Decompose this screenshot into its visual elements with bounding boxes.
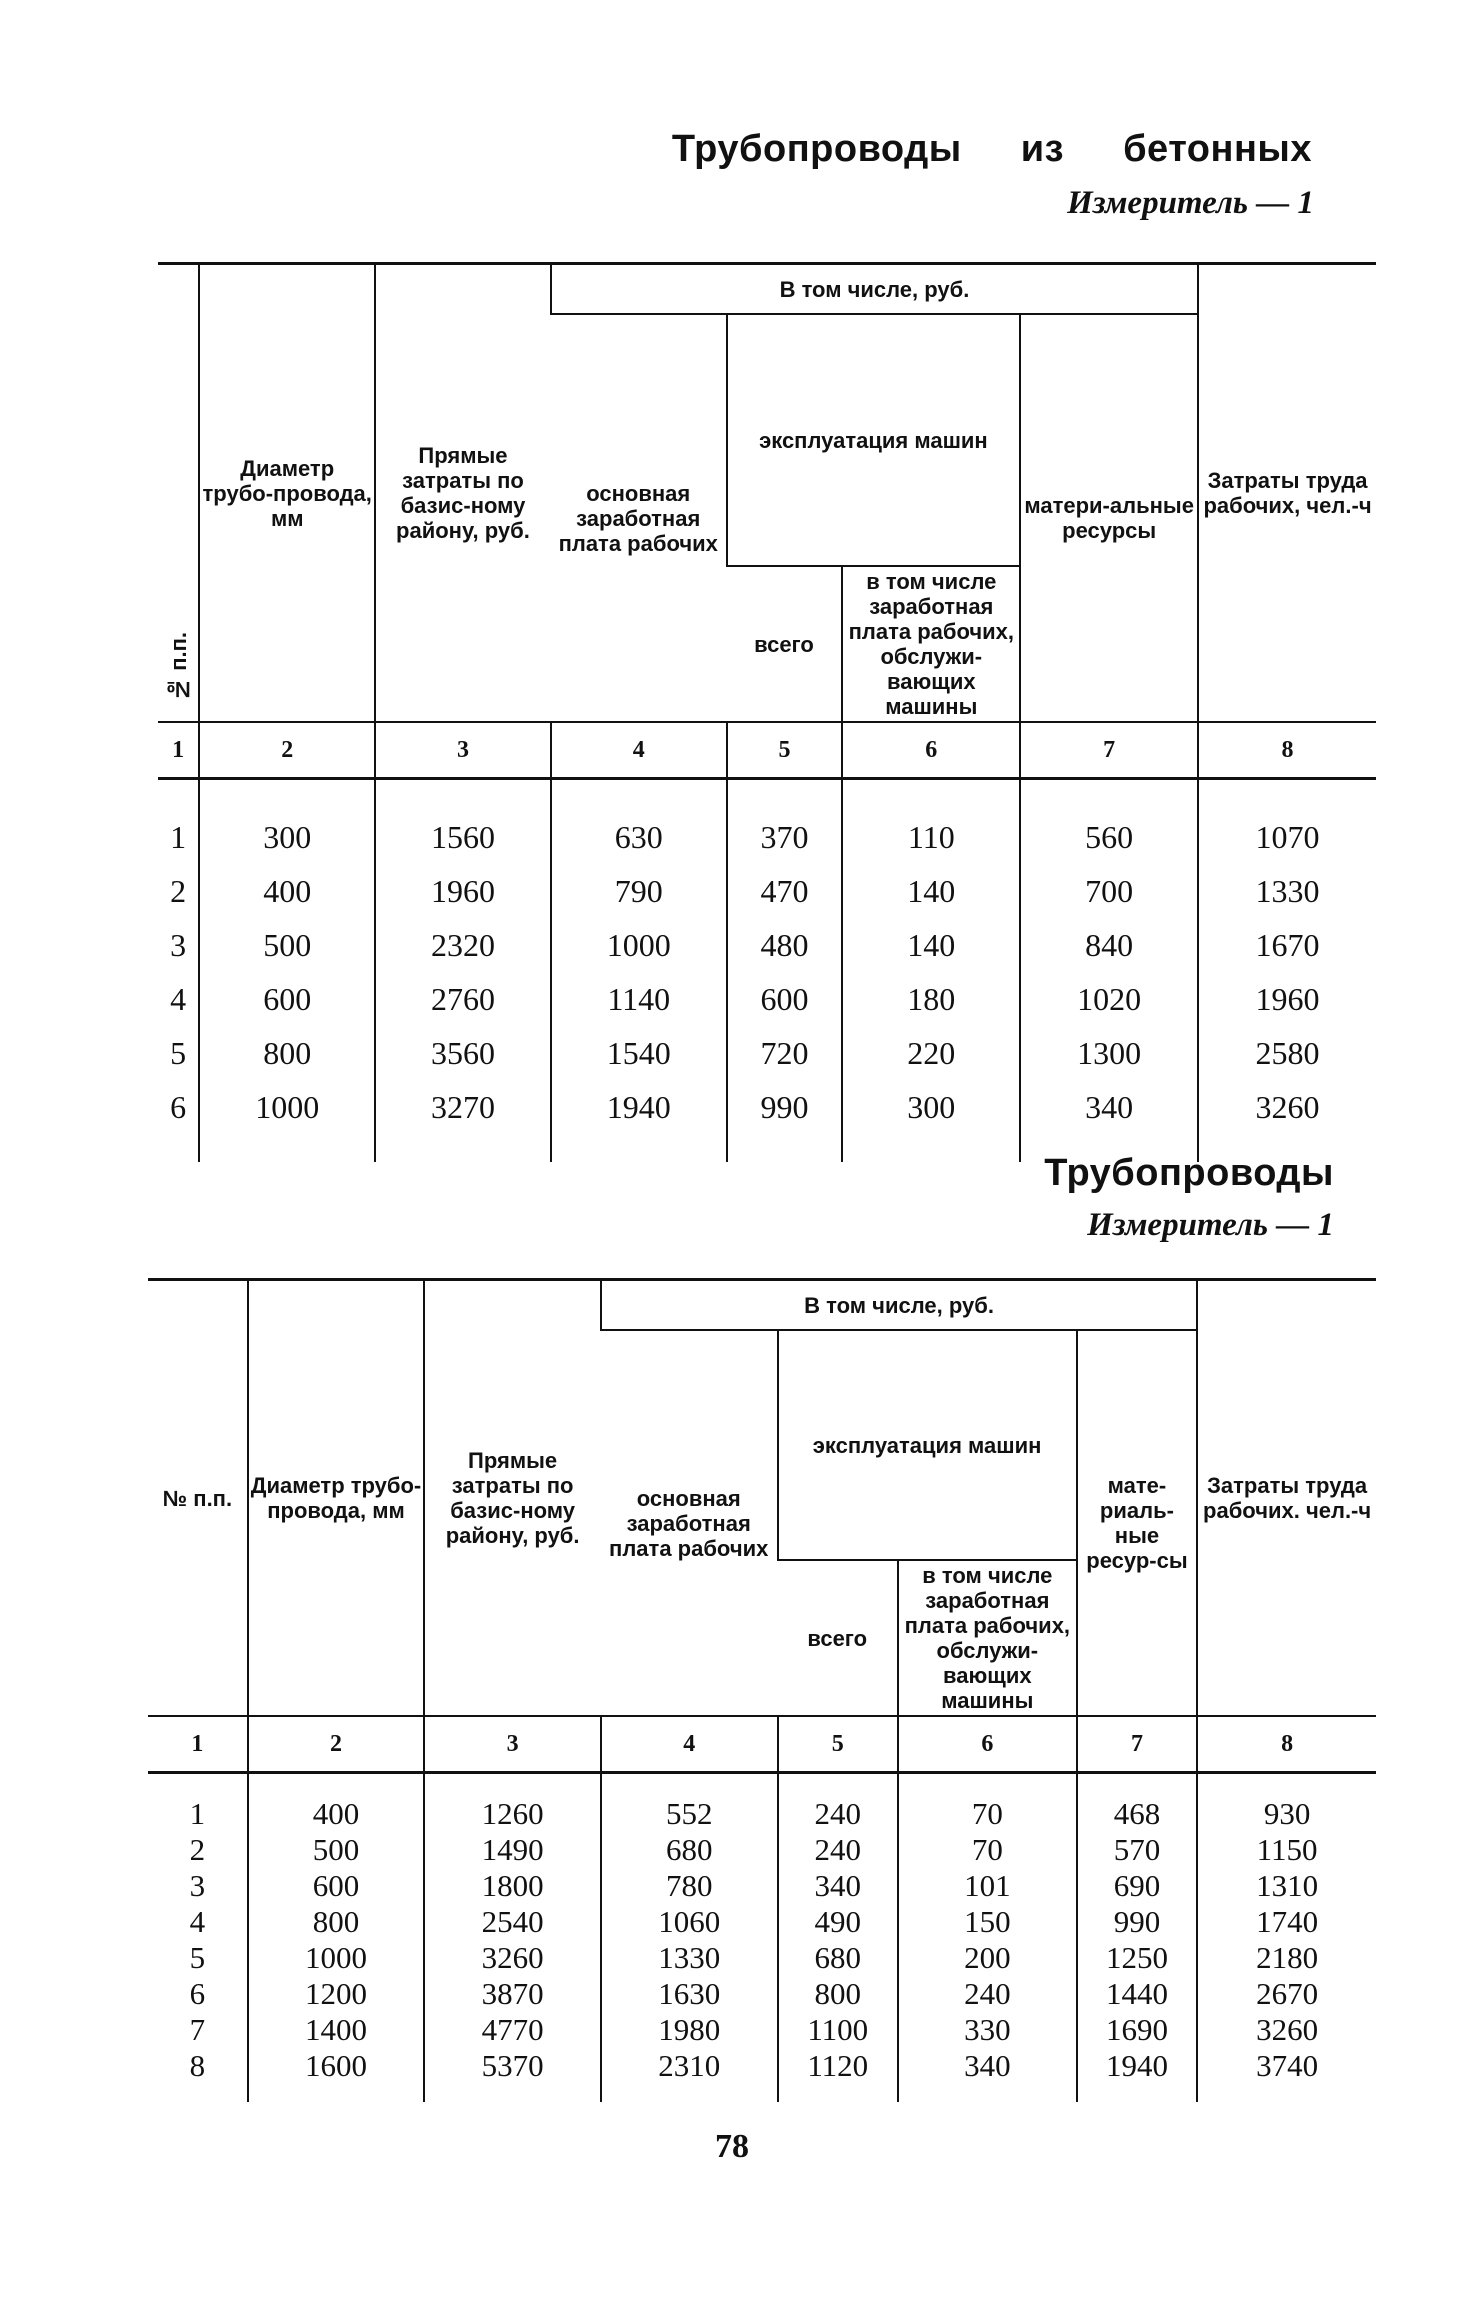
col-number: 8 [1198, 722, 1376, 779]
cell: 1310 [1197, 1868, 1376, 1904]
cell: 1670 [1198, 918, 1376, 972]
cell: 780 [601, 1868, 778, 1904]
cell: 110 [842, 779, 1020, 865]
cell: 700 [1020, 864, 1198, 918]
cell: 3870 [424, 1976, 601, 2012]
col-number: 2 [199, 722, 375, 779]
cell: 6 [170, 1088, 187, 1125]
cell: 570 [1077, 1832, 1198, 1868]
cell: 240 [898, 1976, 1077, 2012]
table-row [158, 972, 1376, 1026]
cell: 930 [1197, 1773, 1376, 1833]
cell: 3 [189, 1868, 206, 1903]
header-diameter: Диаметр трубо-провода, мм [199, 264, 375, 723]
cell: 600 [727, 972, 843, 1026]
cell: 500 [248, 1832, 425, 1868]
cell: 340 [1020, 1080, 1198, 1162]
cell: 200 [898, 1940, 1077, 1976]
cell: 2320 [375, 918, 551, 972]
cell: 1630 [601, 1976, 778, 2012]
table-row [158, 1080, 1376, 1162]
header-wages: основная заработная плата рабочих [558, 480, 718, 556]
header-number: № п.п. [165, 632, 191, 702]
cell: 1000 [199, 1080, 375, 1162]
cell: 560 [1020, 779, 1198, 865]
table-row [158, 864, 1376, 918]
cell: 690 [1077, 1868, 1198, 1904]
cell: 340 [898, 2048, 1077, 2102]
cell: 1060 [601, 1904, 778, 1940]
cell: 3740 [1197, 2048, 1376, 2102]
cell: 5 [189, 1940, 206, 1975]
cell: 300 [199, 779, 375, 865]
cell: 1740 [1197, 1904, 1376, 1940]
header-direct-costs: Прямые затраты по базис-ному району, руб. [424, 1280, 601, 1717]
cell: 240 [778, 1832, 899, 1868]
cell: 1200 [248, 1976, 425, 2012]
cell: 1600 [248, 2048, 425, 2102]
header-diameter: Диаметр трубо-провода, мм [248, 1280, 425, 1717]
col-number: 1 [158, 722, 199, 779]
cell: 370 [727, 779, 843, 865]
cell: 1980 [601, 2012, 778, 2048]
cell: 400 [248, 1773, 425, 1833]
cell: 101 [898, 1868, 1077, 1904]
header-materials: мате-риаль-ные ресур-сы [1077, 1330, 1198, 1716]
cell: 3560 [375, 1026, 551, 1080]
cell: 500 [199, 918, 375, 972]
cell: 800 [778, 1976, 899, 2012]
header-machine-wages: в том числе заработная плата рабочих, обслужи-вающих машины [898, 1560, 1077, 1716]
cell: 1100 [778, 2012, 899, 2048]
section2-title: Трубопроводы [1044, 1152, 1334, 1194]
col-number: 7 [1020, 722, 1198, 779]
cell: 3270 [375, 1080, 551, 1162]
cell: 5370 [424, 2048, 601, 2102]
cell: 400 [199, 864, 375, 918]
col-number: 1 [148, 1716, 248, 1773]
cell: 70 [898, 1773, 1077, 1833]
header-labor: Затраты труда рабочих. чел.-ч [1197, 1280, 1376, 1717]
cell: 990 [1077, 1904, 1198, 1940]
cell: 990 [727, 1080, 843, 1162]
cell: 340 [778, 1868, 899, 1904]
cell: 2180 [1197, 1940, 1376, 1976]
header-machines: эксплуатация машин [727, 314, 1021, 566]
cell: 800 [248, 1904, 425, 1940]
cell: 140 [842, 918, 1020, 972]
header-machines: эксплуатация машин [778, 1330, 1077, 1560]
cell: 240 [778, 1773, 899, 1833]
cell: 1540 [551, 1026, 727, 1080]
table-row [148, 1904, 1376, 1940]
cell: 600 [199, 972, 375, 1026]
cell: 220 [842, 1026, 1020, 1080]
header-wages: основная заработная плата рабочих [609, 1485, 769, 1561]
cell: 630 [551, 779, 727, 865]
cell: 840 [1020, 918, 1198, 972]
cost-table-2 [148, 1278, 1376, 2102]
table-row [148, 1976, 1376, 2012]
table-row [158, 1026, 1376, 1080]
cell: 1330 [1198, 864, 1376, 918]
cell: 2670 [1197, 1976, 1376, 2012]
cell: 2580 [1198, 1026, 1376, 1080]
page-number: 78 [715, 2128, 749, 2165]
header-direct-costs: Прямые затраты по базис-ному району, руб. [375, 264, 551, 723]
cell: 4770 [424, 2012, 601, 2048]
cell: 1260 [424, 1773, 601, 1833]
cell: 1940 [551, 1080, 727, 1162]
header-materials: матери-альные ресурсы [1020, 314, 1198, 722]
cell: 8 [189, 2048, 206, 2083]
cell: 1490 [424, 1832, 601, 1868]
cell: 150 [898, 1904, 1077, 1940]
cell: 3260 [424, 1940, 601, 1976]
cell: 140 [842, 864, 1020, 918]
table-row [158, 779, 1376, 865]
cell: 1800 [424, 1868, 601, 1904]
cell: 5 [170, 1034, 187, 1071]
header-including: В том числе, руб. [551, 264, 1198, 315]
table-row [148, 1832, 1376, 1868]
cell: 180 [842, 972, 1020, 1026]
cost-table-1 [158, 262, 1376, 1162]
cell: 720 [727, 1026, 843, 1080]
cell: 1 [170, 818, 187, 855]
table-row [148, 1773, 1376, 1833]
cell: 1330 [601, 1940, 778, 1976]
col-number: 3 [424, 1716, 601, 1773]
cell: 330 [898, 2012, 1077, 2048]
cell: 680 [601, 1832, 778, 1868]
cell: 3260 [1198, 1080, 1376, 1162]
header-number: № п.п. [162, 1485, 233, 1511]
cell: 480 [727, 918, 843, 972]
cell: 4 [170, 980, 187, 1017]
cell: 1400 [248, 2012, 425, 2048]
cell: 1140 [551, 972, 727, 1026]
col-number: 6 [842, 722, 1020, 779]
header-machines-total: всего [754, 631, 814, 657]
cell: 2 [170, 872, 187, 909]
cell: 2540 [424, 1904, 601, 1940]
col-number: 6 [898, 1716, 1077, 1773]
col-number: 5 [727, 722, 843, 779]
cell: 4 [189, 1904, 206, 1939]
cell: 1000 [551, 918, 727, 972]
col-number: 7 [1077, 1716, 1198, 1773]
col-number: 4 [551, 722, 727, 779]
col-number: 3 [375, 722, 551, 779]
cell: 1 [189, 1796, 206, 1831]
section1-title: Трубопроводы из бетонных [671, 128, 1312, 170]
header-labor: Затраты труда рабочих, чел.-ч [1198, 264, 1376, 723]
cell: 1940 [1077, 2048, 1198, 2102]
table-row [148, 1868, 1376, 1904]
cell: 1020 [1020, 972, 1198, 1026]
cell: 3260 [1197, 2012, 1376, 2048]
header-machine-wages: в том числе заработная плата рабочих, обслужи-вающих машины [842, 566, 1020, 722]
cell: 1960 [1198, 972, 1376, 1026]
cell: 6 [189, 1976, 206, 2011]
cell: 1150 [1197, 1832, 1376, 1868]
cell: 1960 [375, 864, 551, 918]
col-number: 4 [601, 1716, 778, 1773]
col-number: 8 [1197, 1716, 1376, 1773]
cell: 1070 [1198, 779, 1376, 865]
header-including: В том числе, руб. [601, 1280, 1197, 1331]
col-number: 2 [248, 1716, 425, 1773]
cell: 470 [727, 864, 843, 918]
cell: 2310 [601, 2048, 778, 2102]
cell: 468 [1077, 1773, 1198, 1833]
cell: 790 [551, 864, 727, 918]
section1-subtitle: Измеритель — 1 [1067, 185, 1314, 221]
cell: 1120 [778, 2048, 899, 2102]
cell: 2760 [375, 972, 551, 1026]
cell: 1440 [1077, 1976, 1198, 2012]
table-row [148, 2012, 1376, 2048]
table-row [158, 918, 1376, 972]
cell: 7 [189, 2012, 206, 2047]
cell: 1000 [248, 1940, 425, 1976]
cell: 800 [199, 1026, 375, 1080]
cell: 70 [898, 1832, 1077, 1868]
col-number: 5 [778, 1716, 899, 1773]
cell: 1690 [1077, 2012, 1198, 2048]
cell: 680 [778, 1940, 899, 1976]
cell: 600 [248, 1868, 425, 1904]
table-row [148, 1940, 1376, 1976]
cell: 1560 [375, 779, 551, 865]
cell: 1300 [1020, 1026, 1198, 1080]
cell: 300 [842, 1080, 1020, 1162]
cell: 3 [170, 926, 187, 963]
table-row [148, 2048, 1376, 2102]
cell: 490 [778, 1904, 899, 1940]
cell: 2 [189, 1832, 206, 1867]
cell: 552 [601, 1773, 778, 1833]
cell: 1250 [1077, 1940, 1198, 1976]
header-machines-total: всего [807, 1625, 868, 1651]
section2-subtitle: Измеритель — 1 [1087, 1207, 1334, 1243]
